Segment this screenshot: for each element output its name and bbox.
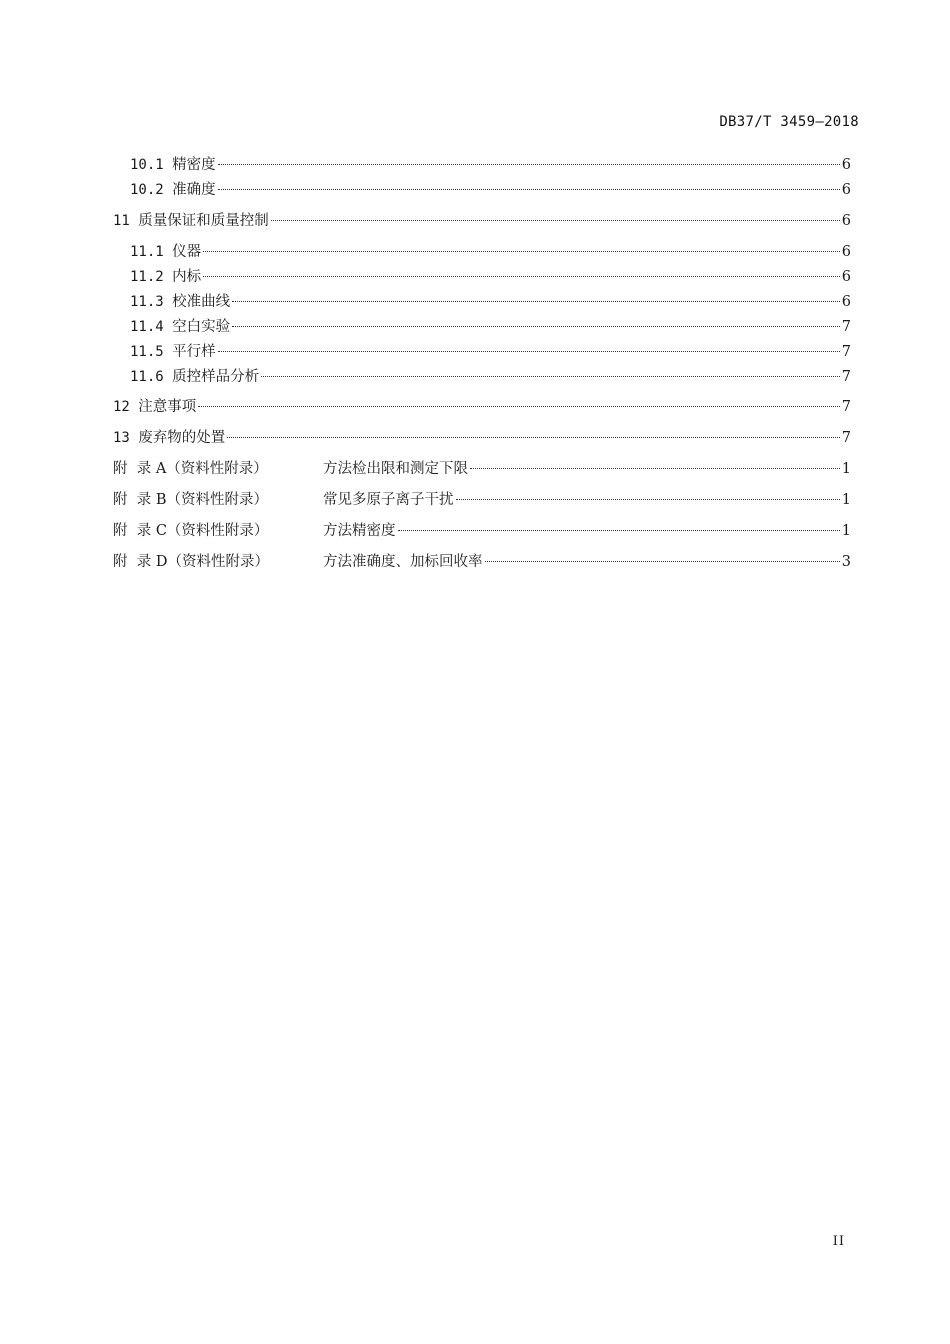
toc-entry-title: 仪器 <box>172 244 202 260</box>
toc-entry-number: 10.1 <box>130 157 173 173</box>
toc-entry-title: 废弃物的处置 <box>138 430 226 446</box>
toc-entry-12[interactable] <box>113 396 851 418</box>
toc-entry-page: 1 <box>841 523 851 539</box>
dot-leader <box>485 560 840 562</box>
toc-entry-appendix-b[interactable] <box>113 489 851 511</box>
toc-entry-page: 6 <box>841 157 851 173</box>
toc-entry-number: 11.4 <box>130 319 173 335</box>
toc-entry-page: 7 <box>841 399 851 415</box>
toc-entry-title: 方法检出限和测定下限 <box>323 461 468 477</box>
toc-entry-number: 11.5 <box>130 344 173 360</box>
dot-leader <box>271 219 840 221</box>
toc-entry-page: 1 <box>841 492 851 508</box>
toc-entry-11-3[interactable] <box>130 291 851 313</box>
dot-leader <box>227 436 839 438</box>
toc-entry-page: 6 <box>841 294 851 310</box>
toc-entry-11-5[interactable] <box>130 341 851 363</box>
toc-entry-10-1[interactable] <box>130 154 851 176</box>
toc-entry-number: 11 <box>113 213 139 229</box>
toc-entry-title: 注意事项 <box>138 399 197 415</box>
toc-entry-page: 7 <box>841 344 851 360</box>
toc-entry-page: 6 <box>841 182 851 198</box>
toc-entry-title: 方法精密度 <box>323 523 396 539</box>
dot-leader <box>198 405 839 407</box>
toc-entry-11-6[interactable] <box>130 366 851 388</box>
dot-leader <box>218 188 840 190</box>
toc-entry-11-1[interactable] <box>130 241 851 263</box>
toc-entry-title: 空白实验 <box>172 319 231 335</box>
toc-entry-number: 12 <box>113 399 139 415</box>
toc-entry-appendix-a[interactable] <box>113 458 851 480</box>
toc-entry-number: 13 <box>113 430 139 446</box>
toc-entry-number: 11.2 <box>130 269 173 285</box>
appendix-label: 附 录 A（资料性附录） <box>113 461 268 477</box>
toc-entry-title: 常见多原子离子干扰 <box>323 492 454 508</box>
toc-entry-number: 11.1 <box>130 244 173 260</box>
toc-entry-page: 7 <box>841 319 851 335</box>
toc-entry-page: 7 <box>841 369 851 385</box>
toc-entry-number: 11.6 <box>130 369 173 385</box>
toc-entry-page: 1 <box>841 461 851 477</box>
toc-entry-appendix-c[interactable] <box>113 520 851 542</box>
toc-entry-number: 11.3 <box>130 294 173 310</box>
dot-leader <box>470 467 840 469</box>
toc-entry-number: 10.2 <box>130 182 173 198</box>
toc-entry-10-2[interactable] <box>130 179 851 201</box>
toc-entry-title: 方法准确度、加标回收率 <box>323 554 483 570</box>
toc-entry-page: 6 <box>841 244 851 260</box>
dot-leader <box>232 325 840 327</box>
dot-leader <box>398 529 840 531</box>
toc-entry-11-4[interactable] <box>130 316 851 338</box>
toc-entry-title: 质量保证和质量控制 <box>138 213 269 229</box>
toc-entry-11-2[interactable] <box>130 266 851 288</box>
toc-entry-page: 3 <box>841 554 851 570</box>
toc-entry-title: 校准曲线 <box>172 294 231 310</box>
toc-entry-title: 质控样品分析 <box>172 369 260 385</box>
document-code-header: DB37/T 3459—2018 <box>719 114 859 130</box>
dot-leader <box>203 275 840 277</box>
dot-leader <box>232 300 840 302</box>
dot-leader <box>218 163 840 165</box>
page-number: II <box>832 1234 845 1249</box>
toc-entry-title: 平行样 <box>172 344 216 360</box>
toc-entry-appendix-d[interactable] <box>113 551 851 573</box>
toc-entry-title: 内标 <box>172 269 202 285</box>
dot-leader <box>203 250 840 252</box>
dot-leader <box>261 375 840 377</box>
dot-leader <box>456 498 840 500</box>
dot-leader <box>218 350 840 352</box>
appendix-label: 附 录 B（资料性附录） <box>113 492 268 508</box>
toc-entry-title: 准确度 <box>172 182 216 198</box>
toc-entry-title: 精密度 <box>172 157 216 173</box>
toc-entry-13[interactable] <box>113 427 851 449</box>
toc-entry-11[interactable] <box>113 210 851 232</box>
toc-entry-page: 6 <box>841 269 851 285</box>
toc-entry-page: 7 <box>841 430 851 446</box>
appendix-label: 附 录 D（资料性附录） <box>113 554 269 570</box>
appendix-label: 附 录 C（资料性附录） <box>113 523 269 539</box>
toc-entry-page: 6 <box>841 213 851 229</box>
